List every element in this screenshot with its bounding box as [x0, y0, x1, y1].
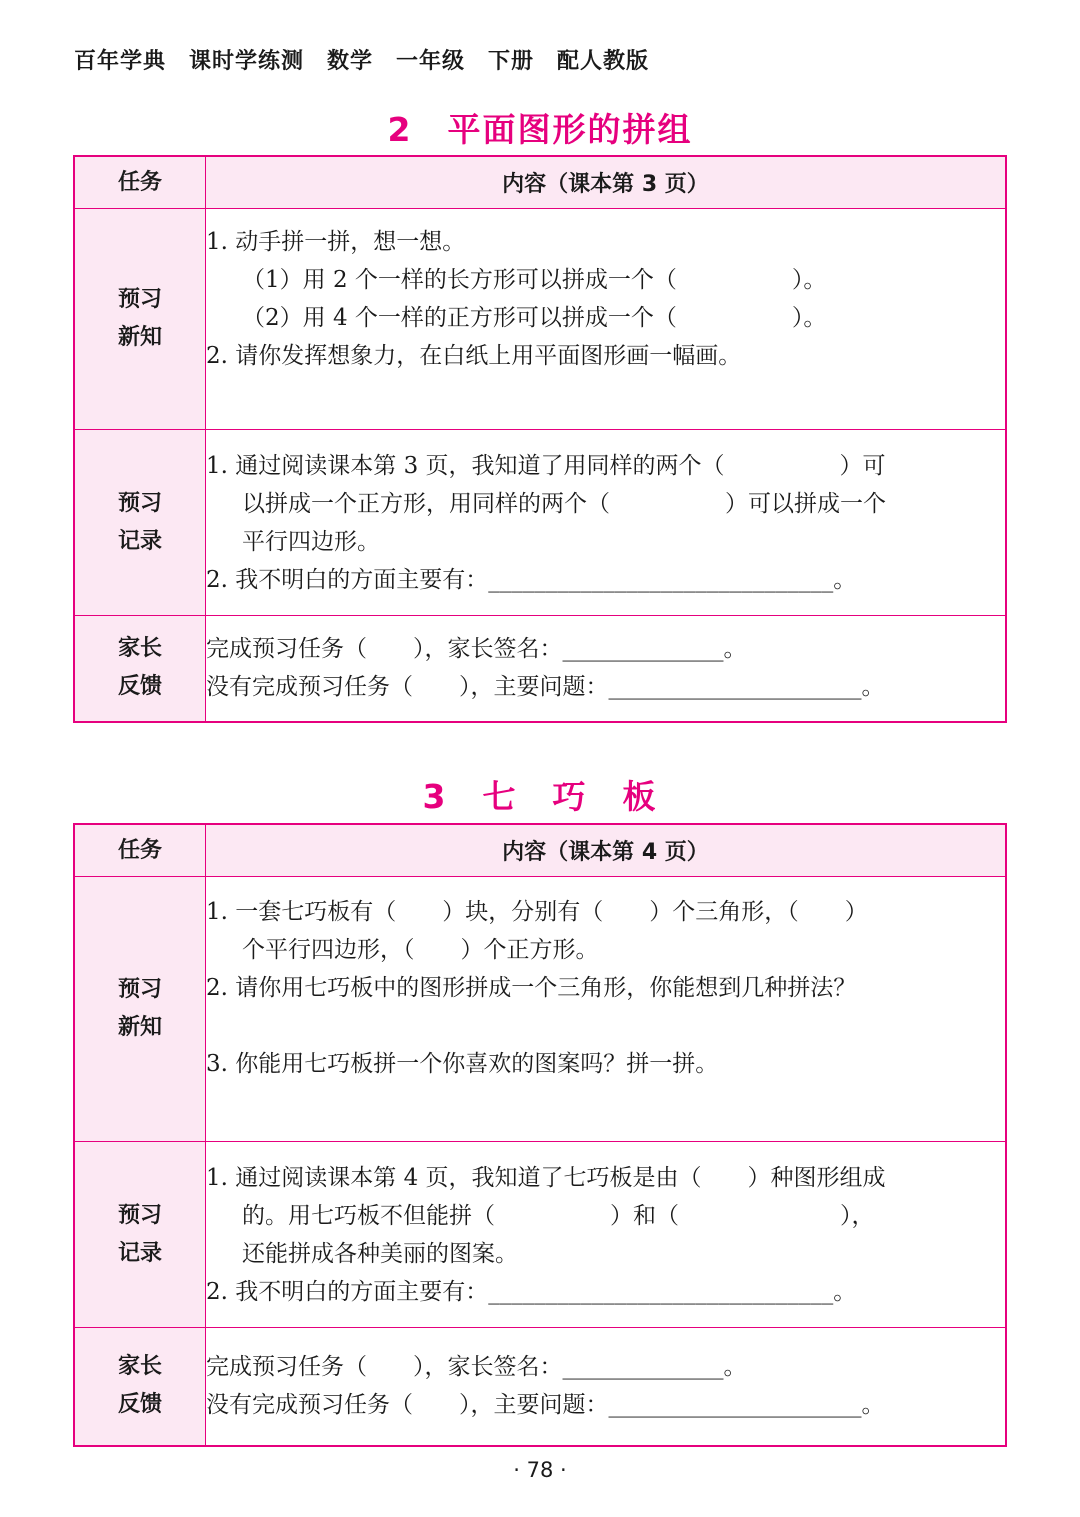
- content-line: 个平行四边形，（ ）个正方形。: [242, 937, 599, 963]
- row-content: [206, 1142, 1007, 1328]
- col-task-header: 任务: [74, 824, 206, 877]
- row-label: 预习 记录: [74, 1142, 206, 1328]
- table-row: [74, 1328, 1006, 1446]
- row-label: 家长 反馈: [74, 1328, 206, 1446]
- table-row: [74, 209, 1006, 430]
- col-content-header: 内容（课本第 3 页）: [206, 156, 1007, 209]
- content-line: 3. 你能用七巧板拼一个你喜欢的图案吗？拼一拼。: [206, 1051, 719, 1077]
- content-line: 的。用七巧板不但能拼（ ）和（ ），: [242, 1202, 875, 1229]
- content-line: 没有完成预习任务（ ），主要问题：______________________。: [206, 1392, 885, 1419]
- content-line: 2. 请你用七巧板中的图形拼成一个三角形，你能想到几种拼法？: [206, 975, 857, 1001]
- page-number: · 78 ·: [513, 1458, 567, 1482]
- row-content: [206, 616, 1007, 722]
- row-content: [206, 1328, 1007, 1446]
- task-table: [73, 823, 1007, 1447]
- row-content: [206, 430, 1007, 616]
- section-title: 2 平面图形的拼组: [387, 110, 693, 149]
- row-label: 家长 反馈: [74, 616, 206, 722]
- table-row: [74, 1142, 1006, 1328]
- content-line: 完成预习任务（ ），家长签名：______________。: [206, 636, 747, 663]
- row-label: 预习 新知: [74, 877, 206, 1142]
- content-line: 还能拼成各种美丽的图案。: [242, 1240, 518, 1267]
- content-line: [206, 1007, 1005, 1045]
- table-row: [74, 877, 1006, 1142]
- task-table: [73, 155, 1007, 723]
- content-line: 2. 我不明白的方面主要有：______________________________。: [206, 566, 857, 593]
- col-content-header: 内容（课本第 4 页）: [206, 824, 1007, 877]
- row-content: [206, 877, 1007, 1142]
- content-line: 完成预习任务（ ），家长签名：______________。: [206, 1354, 747, 1381]
- row-content: [206, 209, 1007, 430]
- content-line: 1. 通过阅读课本第 4 页，我知道了七巧板是由（ ）种图形组成: [206, 1164, 886, 1191]
- col-task-header: 任务: [74, 156, 206, 209]
- content-line: 2. 请你发挥想象力，在白纸上用平面图形画一幅画。: [206, 343, 742, 369]
- book-header: 百年学典 课时学练测 数学 一年级 下册 配人教版: [74, 49, 650, 74]
- row-label: 预习 记录: [74, 430, 206, 616]
- content-line: 1. 动手拼一拼，想一想。: [206, 229, 466, 255]
- content-line: 1. 一套七巧板有（ ）块，分别有（ ）个三角形，（ ）: [206, 899, 868, 925]
- content-line: 平行四边形。: [242, 528, 380, 555]
- section-title: 3 七 巧 板: [422, 777, 658, 816]
- content-line: （1）用 2 个一样的长方形可以拼成一个（ ）。: [242, 267, 827, 293]
- content-line: 以拼成一个正方形，用同样的两个（ ）可以拼成一个: [242, 490, 886, 517]
- content-line: 2. 我不明白的方面主要有：______________________________。: [206, 1278, 857, 1305]
- content-line: 1. 通过阅读课本第 3 页，我知道了用同样的两个（ ）可: [206, 452, 886, 479]
- row-label: 预习 新知: [74, 209, 206, 430]
- content-line: （2）用 4 个一样的正方形可以拼成一个（ ）。: [242, 305, 827, 331]
- table-row: [74, 430, 1006, 616]
- table-row: [74, 616, 1006, 722]
- content-line: 没有完成预习任务（ ），主要问题：______________________。: [206, 674, 885, 701]
